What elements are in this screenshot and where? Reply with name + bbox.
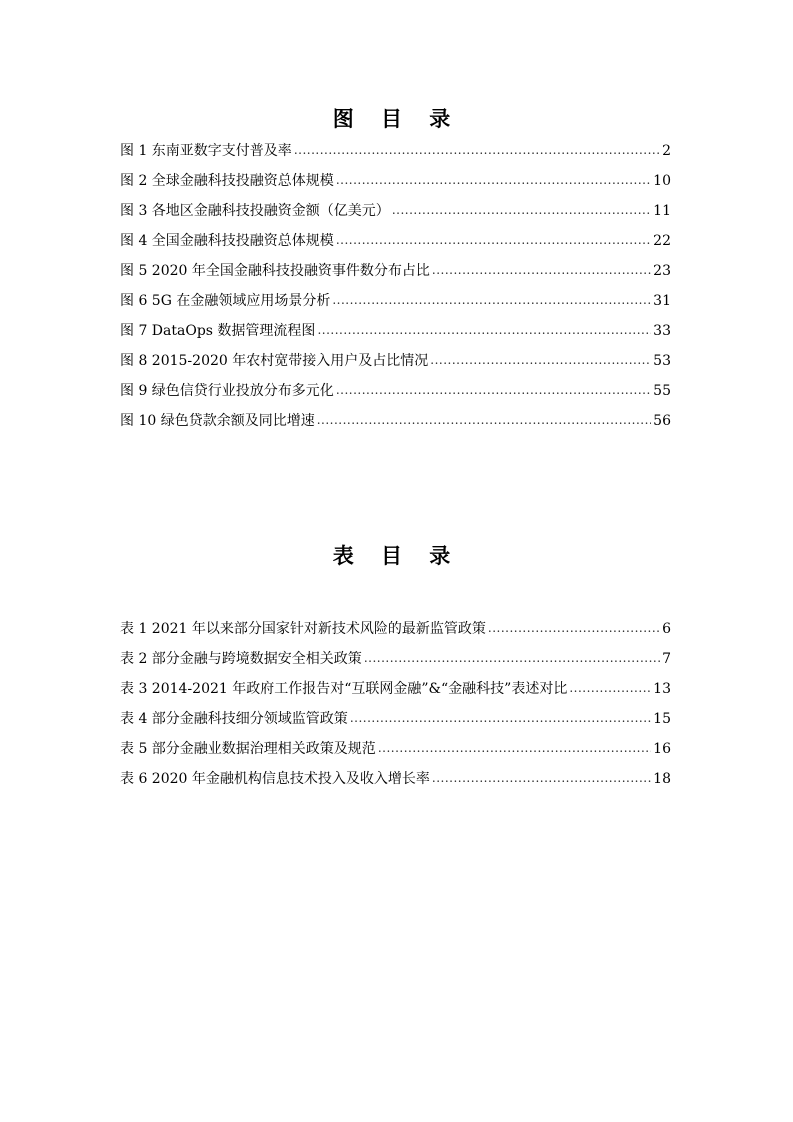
entry-page: 6 [662, 621, 671, 637]
figure-entry-10[interactable] [120, 410, 671, 440]
entry-label: 图 10 绿色贷款余额及同比增速 [120, 413, 315, 429]
table-entry-3[interactable] [120, 678, 671, 708]
figure-entry-1[interactable] [120, 140, 671, 170]
entry-page: 15 [653, 711, 671, 727]
entry-label: 表 5 部分金融业数据治理相关政策及规范 [120, 741, 376, 757]
figure-entry-4[interactable] [120, 230, 671, 260]
table-entry-6[interactable] [120, 768, 671, 798]
dot-leader [378, 740, 651, 756]
dot-leader [336, 232, 651, 248]
entry-label: 图 5 2020 年全国金融科技投融资事件数分布占比 [120, 263, 430, 279]
figure-entry-2[interactable] [120, 170, 671, 200]
figure-entry-9[interactable] [120, 380, 671, 410]
entry-page: 33 [653, 323, 671, 339]
table-entry-1[interactable] [120, 618, 671, 648]
dot-leader [488, 620, 660, 636]
dot-leader [569, 680, 651, 696]
figure-entry-6[interactable] [120, 290, 671, 320]
entry-label: 表 1 2021 年以来部分国家针对新技术风险的最新监管政策 [120, 621, 486, 637]
dot-leader [392, 202, 651, 218]
entry-label: 图 9 绿色信贷行业投放分布多元化 [120, 383, 334, 399]
entry-label: 表 6 2020 年金融机构信息技术投入及收入增长率 [120, 771, 430, 787]
dot-leader [430, 352, 651, 368]
table-entry-4[interactable] [120, 708, 671, 738]
dot-leader [350, 710, 651, 726]
entry-page: 53 [653, 353, 671, 369]
figure-entry-7[interactable] [120, 320, 671, 350]
entry-label: 图 4 全国金融科技投融资总体规模 [120, 233, 334, 249]
entry-label: 表 2 部分金融与跨境数据安全相关政策 [120, 651, 362, 667]
figure-entry-3[interactable] [120, 200, 671, 230]
entry-page: 18 [653, 771, 671, 787]
entry-page: 13 [653, 681, 671, 697]
entry-label: 表 3 2014-2021 年政府工作报告对“互联网金融”&“金融科技”表述对比 [120, 681, 568, 697]
entry-page: 10 [653, 173, 671, 189]
entry-page: 7 [662, 651, 671, 667]
figure-entry-8[interactable] [120, 350, 671, 380]
dot-leader [317, 412, 651, 428]
tables-title: 表 目 录 [332, 544, 461, 568]
table-entry-2[interactable] [120, 648, 671, 678]
entry-label: 表 4 部分金融科技细分领域监管政策 [120, 711, 348, 727]
entry-page: 22 [653, 233, 671, 249]
figures-title: 图 目 录 [332, 107, 461, 131]
entry-label: 图 8 2015-2020 年农村宽带接入用户及占比情况 [120, 353, 429, 369]
entry-label: 图 2 全球金融科技投融资总体规模 [120, 173, 334, 189]
dot-leader [294, 142, 660, 158]
dot-leader [336, 172, 651, 188]
entry-page: 56 [653, 413, 671, 429]
dot-leader [432, 770, 651, 786]
table-entry-5[interactable] [120, 738, 671, 768]
entry-page: 55 [653, 383, 671, 399]
entry-label: 图 3 各地区金融科技投融资金额（亿美元） [120, 203, 390, 219]
entry-page: 16 [653, 741, 671, 757]
entry-page: 2 [662, 143, 671, 159]
dot-leader [364, 650, 660, 666]
entry-page: 11 [653, 203, 671, 219]
entry-label: 图 1 东南亚数字支付普及率 [120, 143, 292, 159]
dot-leader [332, 292, 651, 308]
figure-entry-5[interactable] [120, 260, 671, 290]
entry-label: 图 7 DataOps 数据管理流程图 [120, 323, 316, 339]
entry-label: 图 6 5G 在金融领域应用场景分析 [120, 293, 331, 309]
dot-leader [432, 262, 651, 278]
entry-page: 23 [653, 263, 671, 279]
tables-list [120, 618, 671, 798]
figures-list [120, 140, 671, 440]
dot-leader [336, 382, 651, 398]
entry-page: 31 [653, 293, 671, 309]
dot-leader [317, 322, 651, 338]
